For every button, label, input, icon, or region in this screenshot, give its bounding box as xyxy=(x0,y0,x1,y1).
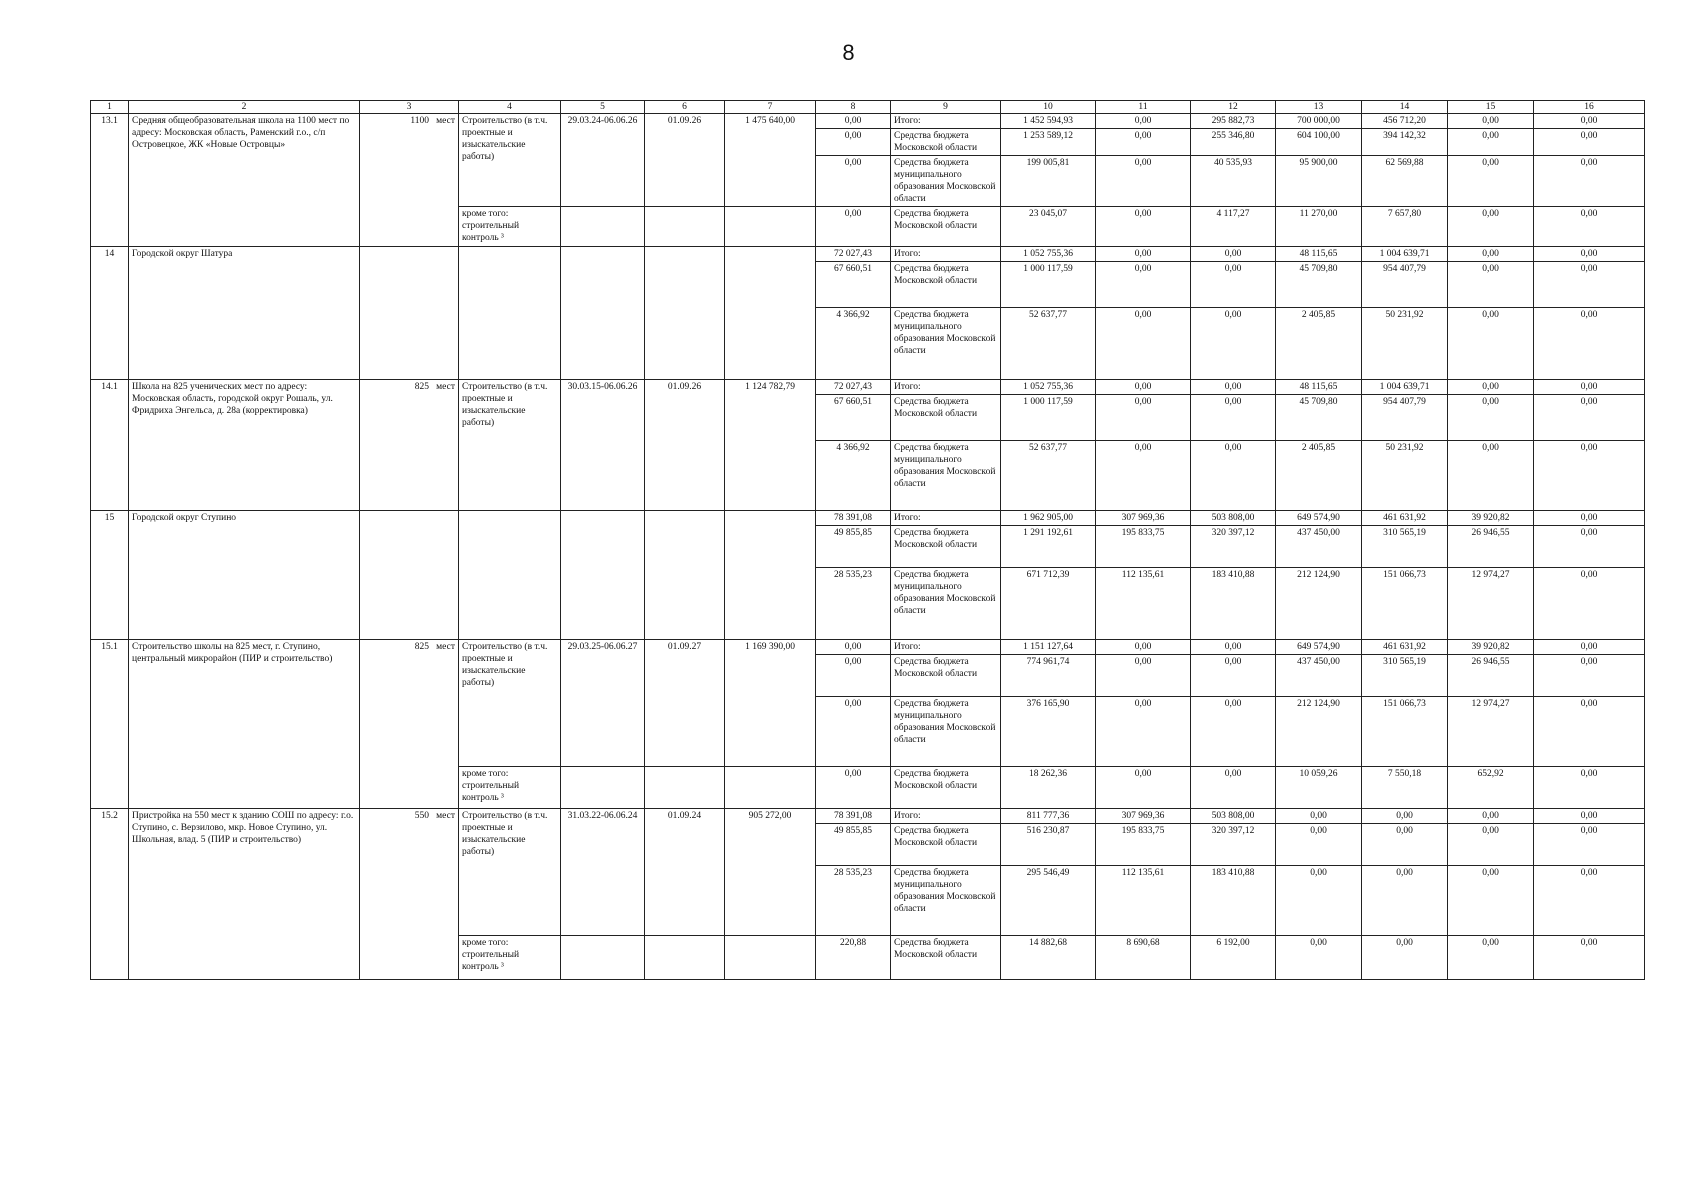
amount-c8: 4 366,92 xyxy=(816,308,891,380)
capacity: 825 мест xyxy=(360,640,459,809)
amount-c15: 0,00 xyxy=(1448,156,1534,207)
amount-c11: 0,00 xyxy=(1096,308,1191,380)
amount-c12: 255 346,80 xyxy=(1191,129,1276,156)
total-cost xyxy=(725,511,816,640)
amount-c8: 49 855,85 xyxy=(816,526,891,568)
amount-c12: 0,00 xyxy=(1191,380,1276,395)
amount-c10: 1 000 117,59 xyxy=(1001,262,1096,308)
funding-source: Средства бюджета Московской области xyxy=(891,129,1001,156)
capacity xyxy=(360,247,459,380)
amount-c12: 183 410,88 xyxy=(1191,866,1276,936)
amount-c10: 1 962 905,00 xyxy=(1001,511,1096,526)
amount-c11: 307 969,36 xyxy=(1096,511,1191,526)
amount-c16: 0,00 xyxy=(1534,262,1645,308)
empty-cell xyxy=(561,767,645,809)
amount-c14: 394 142,32 xyxy=(1362,129,1448,156)
funding-source: Итого: xyxy=(891,809,1001,824)
capacity xyxy=(360,511,459,640)
amount-c11: 112 135,61 xyxy=(1096,568,1191,640)
funding-source: Средства бюджета муниципального образования Московской области xyxy=(891,568,1001,640)
work-type xyxy=(459,511,561,640)
amount-c15: 0,00 xyxy=(1448,395,1534,441)
amount-c8: 28 535,23 xyxy=(816,568,891,640)
amount-c10: 1 291 192,61 xyxy=(1001,526,1096,568)
table-row xyxy=(91,809,1645,824)
amount-c11: 112 135,61 xyxy=(1096,866,1191,936)
amount-c10: 1 000 117,59 xyxy=(1001,395,1096,441)
funding-source: Средства бюджета Московской области xyxy=(891,262,1001,308)
amount-c11: 307 969,36 xyxy=(1096,809,1191,824)
funding-source: Средства бюджета муниципального образования Московской области xyxy=(891,308,1001,380)
funding-source: Итого: xyxy=(891,247,1001,262)
amount-c8: 78 391,08 xyxy=(816,809,891,824)
amount-c13: 0,00 xyxy=(1276,866,1362,936)
commission-date: 01.09.24 xyxy=(645,809,725,936)
amount-c10: 1 452 594,93 xyxy=(1001,114,1096,129)
amount-c13: 437 450,00 xyxy=(1276,655,1362,697)
amount-c13: 0,00 xyxy=(1276,824,1362,866)
funding-source: Средства бюджета Московской области xyxy=(891,207,1001,247)
amount-c8: 28 535,23 xyxy=(816,866,891,936)
empty-cell xyxy=(645,767,725,809)
amount-c14: 62 569,88 xyxy=(1362,156,1448,207)
table-row xyxy=(91,640,1645,655)
empty-cell xyxy=(725,936,816,980)
amount-c14: 954 407,79 xyxy=(1362,262,1448,308)
amount-c10: 376 165,90 xyxy=(1001,697,1096,767)
amount-c16: 0,00 xyxy=(1534,809,1645,824)
amount-c14: 954 407,79 xyxy=(1362,395,1448,441)
amount-c15: 0,00 xyxy=(1448,866,1534,936)
funding-source: Средства бюджета Московской области xyxy=(891,936,1001,980)
amount-c16: 0,00 xyxy=(1534,640,1645,655)
amount-c8: 0,00 xyxy=(816,156,891,207)
amount-c12: 0,00 xyxy=(1191,697,1276,767)
amount-c11: 0,00 xyxy=(1096,697,1191,767)
object-name: Средняя общеобразовательная школа на 1100 мест по адресу: Московская область, Раменский г.о., с/п Островецкое, ЖК «Новые Островцы» xyxy=(129,114,360,247)
amount-c13: 437 450,00 xyxy=(1276,526,1362,568)
amount-c13: 649 574,90 xyxy=(1276,511,1362,526)
col-number: 8 xyxy=(816,101,891,114)
amount-c14: 50 231,92 xyxy=(1362,441,1448,511)
col-number: 2 xyxy=(129,101,360,114)
amount-c12: 503 808,00 xyxy=(1191,511,1276,526)
amount-c11: 0,00 xyxy=(1096,207,1191,247)
amount-c11: 0,00 xyxy=(1096,380,1191,395)
amount-c8: 72 027,43 xyxy=(816,247,891,262)
commission-date xyxy=(645,247,725,380)
empty-cell xyxy=(561,207,645,247)
row-id: 14 xyxy=(91,247,129,380)
object-name: Строительство школы на 825 мест, г. Ступино, центральный микрорайон (ПИР и строительство) xyxy=(129,640,360,809)
row-id: 14.1 xyxy=(91,380,129,511)
amount-c16: 0,00 xyxy=(1534,129,1645,156)
amount-c10: 52 637,77 xyxy=(1001,441,1096,511)
amount-c8: 0,00 xyxy=(816,697,891,767)
commission-date: 01.09.26 xyxy=(645,380,725,511)
column-number-row xyxy=(91,101,1645,114)
amount-c16: 0,00 xyxy=(1534,767,1645,809)
funding-source: Средства бюджета Московской области xyxy=(891,767,1001,809)
funding-source: Средства бюджета муниципального образования Московской области xyxy=(891,866,1001,936)
amount-c11: 195 833,75 xyxy=(1096,526,1191,568)
amount-c15: 39 920,82 xyxy=(1448,640,1534,655)
amount-c13: 0,00 xyxy=(1276,809,1362,824)
object-name: Городской округ Ступино xyxy=(129,511,360,640)
funding-source: Средства бюджета Московской области xyxy=(891,526,1001,568)
amount-c13: 48 115,65 xyxy=(1276,247,1362,262)
amount-c10: 18 262,36 xyxy=(1001,767,1096,809)
funding-source: Итого: xyxy=(891,640,1001,655)
amount-c13: 700 000,00 xyxy=(1276,114,1362,129)
amount-c12: 0,00 xyxy=(1191,655,1276,697)
amount-c10: 295 546,49 xyxy=(1001,866,1096,936)
amount-c13: 212 124,90 xyxy=(1276,568,1362,640)
amount-c10: 23 045,07 xyxy=(1001,207,1096,247)
col-number: 16 xyxy=(1534,101,1645,114)
amount-c11: 0,00 xyxy=(1096,395,1191,441)
row-id: 13.1 xyxy=(91,114,129,247)
commission-date: 01.09.26 xyxy=(645,114,725,207)
amount-c8: 0,00 xyxy=(816,207,891,247)
table-row xyxy=(91,511,1645,526)
construction-control-label: кроме того: строительный контроль ³ xyxy=(459,767,561,809)
total-cost xyxy=(725,247,816,380)
amount-c15: 0,00 xyxy=(1448,262,1534,308)
amount-c13: 95 900,00 xyxy=(1276,156,1362,207)
amount-c12: 320 397,12 xyxy=(1191,526,1276,568)
amount-c11: 195 833,75 xyxy=(1096,824,1191,866)
empty-cell xyxy=(645,936,725,980)
amount-c8: 67 660,51 xyxy=(816,262,891,308)
amount-c11: 0,00 xyxy=(1096,156,1191,207)
amount-c12: 0,00 xyxy=(1191,441,1276,511)
amount-c15: 0,00 xyxy=(1448,207,1534,247)
funding-source: Средства бюджета Московской области xyxy=(891,824,1001,866)
budget-table xyxy=(90,100,1645,980)
amount-c15: 0,00 xyxy=(1448,308,1534,380)
amount-c16: 0,00 xyxy=(1534,114,1645,129)
amount-c14: 1 004 639,71 xyxy=(1362,380,1448,395)
amount-c8: 0,00 xyxy=(816,655,891,697)
funding-source: Итого: xyxy=(891,114,1001,129)
amount-c12: 6 192,00 xyxy=(1191,936,1276,980)
col-number: 1 xyxy=(91,101,129,114)
amount-c10: 811 777,36 xyxy=(1001,809,1096,824)
amount-c11: 0,00 xyxy=(1096,247,1191,262)
col-number: 10 xyxy=(1001,101,1096,114)
amount-c16: 0,00 xyxy=(1534,380,1645,395)
period xyxy=(561,247,645,380)
amount-c12: 0,00 xyxy=(1191,308,1276,380)
amount-c12: 4 117,27 xyxy=(1191,207,1276,247)
amount-c15: 0,00 xyxy=(1448,824,1534,866)
amount-c10: 1 052 755,36 xyxy=(1001,247,1096,262)
amount-c12: 503 808,00 xyxy=(1191,809,1276,824)
amount-c14: 0,00 xyxy=(1362,824,1448,866)
amount-c10: 199 005,81 xyxy=(1001,156,1096,207)
row-id: 15 xyxy=(91,511,129,640)
amount-c10: 774 961,74 xyxy=(1001,655,1096,697)
amount-c8: 72 027,43 xyxy=(816,380,891,395)
amount-c14: 310 565,19 xyxy=(1362,655,1448,697)
amount-c13: 212 124,90 xyxy=(1276,697,1362,767)
period: 29.03.24-06.06.26 xyxy=(561,114,645,207)
col-number: 6 xyxy=(645,101,725,114)
amount-c11: 0,00 xyxy=(1096,114,1191,129)
amount-c13: 2 405,85 xyxy=(1276,441,1362,511)
empty-cell xyxy=(725,767,816,809)
amount-c14: 0,00 xyxy=(1362,936,1448,980)
table-row xyxy=(91,247,1645,262)
amount-c14: 7 550,18 xyxy=(1362,767,1448,809)
amount-c8: 220,88 xyxy=(816,936,891,980)
amount-c12: 295 882,73 xyxy=(1191,114,1276,129)
amount-c15: 0,00 xyxy=(1448,114,1534,129)
funding-source: Средства бюджета муниципального образования Московской области xyxy=(891,156,1001,207)
amount-c15: 39 920,82 xyxy=(1448,511,1534,526)
empty-cell xyxy=(561,936,645,980)
amount-c13: 604 100,00 xyxy=(1276,129,1362,156)
amount-c11: 0,00 xyxy=(1096,655,1191,697)
amount-c8: 0,00 xyxy=(816,129,891,156)
amount-c16: 0,00 xyxy=(1534,156,1645,207)
col-number: 14 xyxy=(1362,101,1448,114)
amount-c16: 0,00 xyxy=(1534,936,1645,980)
amount-c16: 0,00 xyxy=(1534,866,1645,936)
commission-date xyxy=(645,511,725,640)
work-type xyxy=(459,247,561,380)
col-number: 12 xyxy=(1191,101,1276,114)
amount-c11: 0,00 xyxy=(1096,640,1191,655)
amount-c8: 0,00 xyxy=(816,767,891,809)
period xyxy=(561,511,645,640)
empty-cell xyxy=(645,207,725,247)
amount-c12: 0,00 xyxy=(1191,767,1276,809)
row-id: 15.2 xyxy=(91,809,129,980)
amount-c15: 0,00 xyxy=(1448,809,1534,824)
amount-c10: 52 637,77 xyxy=(1001,308,1096,380)
amount-c16: 0,00 xyxy=(1534,526,1645,568)
amount-c8: 4 366,92 xyxy=(816,441,891,511)
amount-c15: 0,00 xyxy=(1448,247,1534,262)
amount-c12: 0,00 xyxy=(1191,262,1276,308)
construction-control-label: кроме того: строительный контроль ³ xyxy=(459,936,561,980)
amount-c12: 0,00 xyxy=(1191,395,1276,441)
amount-c12: 0,00 xyxy=(1191,247,1276,262)
amount-c12: 0,00 xyxy=(1191,640,1276,655)
period: 30.03.15-06.06.26 xyxy=(561,380,645,511)
amount-c8: 0,00 xyxy=(816,640,891,655)
total-cost: 1 475 640,00 xyxy=(725,114,816,207)
object-name: Пристройка на 550 мест к зданию СОШ по адресу: г.о. Ступино, с. Верзилово, мкр. Новое Ступино, ул. Школьная, влад. 5 (ПИР и строительство) xyxy=(129,809,360,980)
amount-c14: 461 631,92 xyxy=(1362,511,1448,526)
funding-source: Итого: xyxy=(891,511,1001,526)
amount-c13: 11 270,00 xyxy=(1276,207,1362,247)
funding-source: Средства бюджета Московской области xyxy=(891,395,1001,441)
total-cost: 1 169 390,00 xyxy=(725,640,816,767)
amount-c16: 0,00 xyxy=(1534,655,1645,697)
col-number: 11 xyxy=(1096,101,1191,114)
table-row xyxy=(91,380,1645,395)
col-number: 4 xyxy=(459,101,561,114)
amount-c14: 7 657,80 xyxy=(1362,207,1448,247)
amount-c13: 10 059,26 xyxy=(1276,767,1362,809)
amount-c16: 0,00 xyxy=(1534,511,1645,526)
amount-c13: 0,00 xyxy=(1276,936,1362,980)
table-row xyxy=(91,114,1645,129)
amount-c15: 12 974,27 xyxy=(1448,697,1534,767)
amount-c16: 0,00 xyxy=(1534,441,1645,511)
amount-c15: 0,00 xyxy=(1448,441,1534,511)
amount-c14: 151 066,73 xyxy=(1362,697,1448,767)
funding-source: Средства бюджета муниципального образования Московской области xyxy=(891,441,1001,511)
amount-c14: 1 004 639,71 xyxy=(1362,247,1448,262)
capacity: 1100 мест xyxy=(360,114,459,247)
amount-c14: 456 712,20 xyxy=(1362,114,1448,129)
amount-c14: 0,00 xyxy=(1362,866,1448,936)
amount-c16: 0,00 xyxy=(1534,697,1645,767)
amount-c13: 2 405,85 xyxy=(1276,308,1362,380)
work-type: Строительство (в т.ч. проектные и изыскательские работы) xyxy=(459,809,561,936)
amount-c16: 0,00 xyxy=(1534,568,1645,640)
period: 31.03.22-06.06.24 xyxy=(561,809,645,936)
amount-c11: 0,00 xyxy=(1096,262,1191,308)
amount-c12: 183 410,88 xyxy=(1191,568,1276,640)
col-number: 3 xyxy=(360,101,459,114)
amount-c11: 0,00 xyxy=(1096,441,1191,511)
amount-c12: 40 535,93 xyxy=(1191,156,1276,207)
col-number: 5 xyxy=(561,101,645,114)
amount-c10: 516 230,87 xyxy=(1001,824,1096,866)
amount-c8: 49 855,85 xyxy=(816,824,891,866)
amount-c10: 1 151 127,64 xyxy=(1001,640,1096,655)
capacity: 825 мест xyxy=(360,380,459,511)
construction-control-label: кроме того: строительный контроль ³ xyxy=(459,207,561,247)
amount-c10: 671 712,39 xyxy=(1001,568,1096,640)
amount-c14: 50 231,92 xyxy=(1362,308,1448,380)
funding-source: Средства бюджета Московской области xyxy=(891,655,1001,697)
work-type: Строительство (в т.ч. проектные и изыскательские работы) xyxy=(459,114,561,207)
amount-c15: 26 946,55 xyxy=(1448,526,1534,568)
col-number: 15 xyxy=(1448,101,1534,114)
commission-date: 01.09.27 xyxy=(645,640,725,767)
amount-c13: 48 115,65 xyxy=(1276,380,1362,395)
amount-c15: 0,00 xyxy=(1448,380,1534,395)
amount-c11: 0,00 xyxy=(1096,767,1191,809)
amount-c13: 45 709,80 xyxy=(1276,262,1362,308)
amount-c10: 1 253 589,12 xyxy=(1001,129,1096,156)
amount-c15: 0,00 xyxy=(1448,936,1534,980)
amount-c13: 649 574,90 xyxy=(1276,640,1362,655)
amount-c14: 310 565,19 xyxy=(1362,526,1448,568)
amount-c10: 14 882,68 xyxy=(1001,936,1096,980)
amount-c10: 1 052 755,36 xyxy=(1001,380,1096,395)
amount-c8: 78 391,08 xyxy=(816,511,891,526)
object-name: Школа на 825 ученических мест по адресу: Московская область, городской округ Рошаль, ул. Фридриха Энгельса, д. 28а (корректировка) xyxy=(129,380,360,511)
amount-c16: 0,00 xyxy=(1534,824,1645,866)
amount-c11: 0,00 xyxy=(1096,129,1191,156)
amount-c8: 67 660,51 xyxy=(816,395,891,441)
col-number: 7 xyxy=(725,101,816,114)
amount-c16: 0,00 xyxy=(1534,395,1645,441)
total-cost: 1 124 782,79 xyxy=(725,380,816,511)
funding-source: Итого: xyxy=(891,380,1001,395)
amount-c11: 8 690,68 xyxy=(1096,936,1191,980)
amount-c8: 0,00 xyxy=(816,114,891,129)
amount-c16: 0,00 xyxy=(1534,207,1645,247)
period: 29.03.25-06.06.27 xyxy=(561,640,645,767)
amount-c15: 652,92 xyxy=(1448,767,1534,809)
object-name: Городской округ Шатура xyxy=(129,247,360,380)
capacity: 550 мест xyxy=(360,809,459,980)
funding-source: Средства бюджета муниципального образования Московской области xyxy=(891,697,1001,767)
row-id: 15.1 xyxy=(91,640,129,809)
amount-c14: 151 066,73 xyxy=(1362,568,1448,640)
amount-c14: 461 631,92 xyxy=(1362,640,1448,655)
col-number: 13 xyxy=(1276,101,1362,114)
amount-c13: 45 709,80 xyxy=(1276,395,1362,441)
amount-c14: 0,00 xyxy=(1362,809,1448,824)
amount-c15: 0,00 xyxy=(1448,129,1534,156)
work-type: Строительство (в т.ч. проектные и изыскательские работы) xyxy=(459,640,561,767)
amount-c12: 320 397,12 xyxy=(1191,824,1276,866)
amount-c16: 0,00 xyxy=(1534,247,1645,262)
page-number: 8 xyxy=(842,40,855,65)
empty-cell xyxy=(725,207,816,247)
work-type: Строительство (в т.ч. проектные и изыскательские работы) xyxy=(459,380,561,511)
amount-c15: 26 946,55 xyxy=(1448,655,1534,697)
col-number: 9 xyxy=(891,101,1001,114)
amount-c15: 12 974,27 xyxy=(1448,568,1534,640)
total-cost: 905 272,00 xyxy=(725,809,816,936)
amount-c16: 0,00 xyxy=(1534,308,1645,380)
